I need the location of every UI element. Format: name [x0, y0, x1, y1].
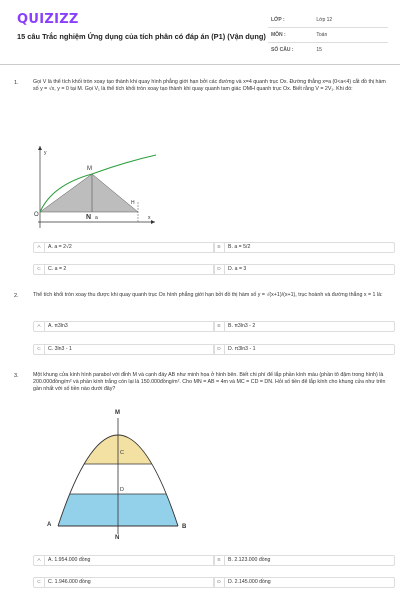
page-title: 15 câu Trắc nghiệm Ứng dụng của tích phân có đáp án (P1) (Vận dụng) [17, 32, 266, 41]
option-letter: D [214, 345, 225, 354]
meta-value: 15 [316, 47, 322, 53]
label-n: N [115, 535, 120, 540]
label-a: A [47, 522, 52, 528]
q2-option-b[interactable] [213, 321, 395, 332]
meta-count [271, 47, 322, 53]
question-number: 3. [14, 373, 19, 379]
q1-option-b[interactable] [213, 242, 395, 253]
label-o: O [34, 212, 39, 218]
question-text: Thể tích khối tròn xoay thu được khi quay quanh trục Ox hình phẳng giới hạn bởi đồ thị hàm số y = √(x+1)/(x+1), trục hoành và đường thẳng x = 1 là: [33, 292, 383, 298]
q1-figure [30, 142, 160, 230]
meta-subject [271, 32, 327, 38]
label-y: y [44, 150, 47, 156]
meta-divider [268, 27, 388, 28]
label-b: B [182, 524, 187, 530]
option-letter: C [34, 345, 45, 354]
option-text: B. π3ln3 - 2 [228, 323, 256, 329]
label-a: a [95, 215, 98, 221]
meta-value: Toán [316, 32, 328, 38]
option-letter: A [34, 322, 45, 331]
label-h: H [131, 200, 135, 206]
option-text: A. a = 2√2 [48, 244, 72, 250]
q1-option-c[interactable] [33, 264, 215, 275]
meta-grade [271, 17, 332, 23]
q1-option-d[interactable] [213, 264, 395, 275]
meta-key: SỐ CÂU : [271, 47, 294, 53]
q2-option-d[interactable] [213, 344, 395, 355]
option-text: C. 1.946.000 đồng [48, 579, 91, 585]
option-text: C. 3ln3 - 1 [48, 346, 72, 352]
q3-figure [40, 406, 200, 540]
q2-option-c[interactable] [33, 344, 215, 355]
option-letter: C [34, 265, 45, 274]
question-number: 1. [14, 80, 19, 86]
option-letter: D [214, 265, 225, 274]
meta-key: LỚP : [271, 17, 285, 23]
option-text: B. 2.123.000 đồng [228, 557, 271, 563]
q3-option-a[interactable] [33, 555, 215, 566]
question-text: Một khung cửa kính hình parabol với đỉnh M và cạnh đáy AB như minh họa ở hình bên. Biết chi phí để lắp phần kính màu (phần tô đậm trong hình) là 200.000đồng/m² và phần kính trắng còn lại là 150.000đồng/m². Cho MN = AB = 4m và MC = CD = DN. Hỏi số tiền để lắp kính cho khung cửa như trên gần nhất với số tiền nào dưới đây? [33, 372, 386, 392]
option-text: D. π3ln3 - 1 [228, 346, 256, 352]
option-text: C. a = 2 [48, 266, 67, 272]
label-c: C [120, 450, 124, 456]
meta-divider [268, 42, 388, 43]
label-n: N [86, 214, 92, 221]
option-letter: B [214, 322, 225, 331]
label-x: x [148, 215, 151, 221]
option-text: B. a = 5/2 [228, 244, 251, 250]
option-text: A. π3ln3 [48, 323, 68, 329]
meta-value: Lớp 12 [316, 17, 333, 23]
option-letter: A [34, 556, 45, 565]
option-text: D. a = 3 [228, 266, 247, 272]
q3-option-c[interactable] [33, 577, 215, 588]
option-letter: B [214, 556, 225, 565]
quizizz-logo: QUIZIZZ [17, 12, 79, 27]
option-text: D. 2.145.000 đồng [228, 579, 271, 585]
label-m: M [115, 410, 120, 416]
option-letter: C [34, 578, 45, 587]
question-number: 2. [14, 293, 19, 299]
question-text: Gọi V là thể tích khối tròn xoay tạo thành khi quay hình phẳng giới hạn bởi các đường và x=4 quanh trục Ox. Đường thẳng x=a (0<a<4) cắt đồ thị hàm số y = √x, y = 0 tại M. Gọi V₁ là thể tích khối tròn xoay tạo thành khi quay quanh tam giác OMH quanh trục Ox. Biết rằng V = 2V₁. Khi đó: [33, 79, 386, 92]
option-letter: A [34, 243, 45, 252]
meta-key: MÔN : [271, 32, 286, 38]
option-letter: D [214, 578, 225, 587]
label-m: M [87, 166, 92, 172]
header-divider [0, 64, 400, 65]
option-text: A. 1.954.000 đồng [48, 557, 91, 563]
q3-option-d[interactable] [213, 577, 395, 588]
q3-option-b[interactable] [213, 555, 395, 566]
label-d: D [120, 487, 124, 493]
q1-option-a[interactable] [33, 242, 215, 253]
yellow-glass [40, 426, 200, 464]
q2-option-a[interactable] [33, 321, 215, 332]
option-letter: B [214, 243, 225, 252]
